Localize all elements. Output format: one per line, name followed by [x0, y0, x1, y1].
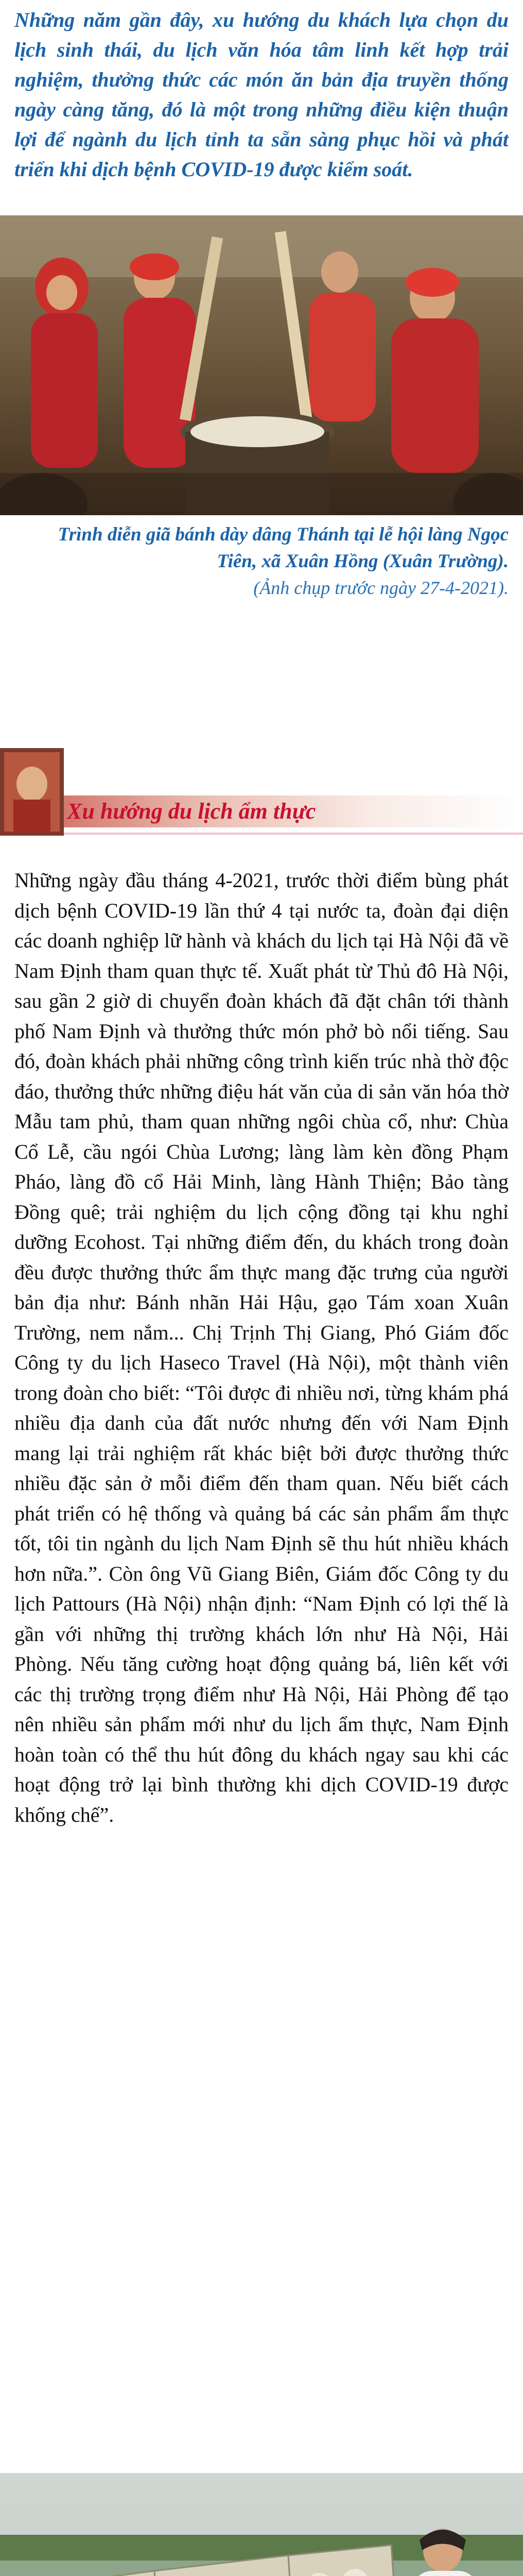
festival-photo-image	[0, 215, 523, 515]
section-title: Xu hướng du lịch ẩm thực	[67, 799, 316, 824]
lead-paragraph: Những năm gần đây, xu hướng du khách lựa chọn du lịch sinh thái, du lịch văn hóa tâm linh kết hợp trải nghiệm, thưởng thức các món ăn bản địa truyền thống ngày càng tăng, đó là một trong những điều kiện thuận lợi để ngành du lịch tỉnh ta sẵn sàng phục hồi và phát triển khi dịch bệnh COVID-19 được kiểm soát.	[14, 8, 509, 181]
festival-photo-credit: (Ảnh chụp trước ngày 27-4-2021).	[253, 578, 509, 598]
rice-paper-photo	[0, 2473, 523, 2576]
rice-paper-photo-image	[0, 2473, 523, 2576]
festival-photo-caption: Trình diễn giã bánh dày dâng Thánh tại lễ hội làng Ngọc Tiên, xã Xuân Hồng (Xuân Trường).	[58, 524, 509, 572]
body-paragraph-1: Những ngày đầu tháng 4-2021, trước thời điểm bùng phát dịch bệnh COVID-19 lần thứ 4 tại nước ta, đoàn đại diện các doanh nghiệp lữ hành và khách du lịch tại Hà Nội đã về Nam Định tham quan thực tế. Xuất phát từ Thủ đô Hà Nội, sau gần 2 giờ di chuyển đoàn khách đã đặt chân tới thành phố Nam Định và thưởng thức món phở bò nổi tiếng. Sau đó, đoàn khách phải những công trình kiến trúc nhà thờ độc đáo, thưởng thức những điệu hát văn của di sản văn hóa thờ Mẫu tam phủ, tham quan những ngôi chùa cổ, như: Chùa Cổ Lễ, cầu ngói Chùa Lương; làng làm kèn đồng Phạm Pháo, làng đồ cổ Hải Minh, làng Hành Thiện; Bảo tàng Đồng quê; trải nghiệm du lịch cộng đồng tại khu nghỉ dưỡng Ecohost. Tại những điểm đến, du khách trong đoàn đều được thưởng thức ẩm thực mang đặc trưng của người bản địa như: Bánh nhãn Hải Hậu, gạo Tám xoan Xuân Trường, nem nắm... Chị Trịnh Thị Giang, Phó Giám đốc Công ty du lịch Haseco Travel (Hà Nội), một thành viên trong đoàn cho biết: “Tôi được đi nhiều nơi, từng khám phá nhiều địa danh của đất nước nhưng đến với Nam Định mang lại trải nghiệm rất khác biệt bởi được thưởng thức nhiều đặc sản ở mỗi điểm đến tham quan. Nếu biết cách phát triển có hệ thống và quảng bá các sản phẩm ẩm thực tốt, tôi tin ngành du lịch Nam Định sẽ thu hút nhiều khách hơn nữa.”. Còn ông Vũ Giang Biên, Giám đốc Công ty du lịch Pattours (Hà Nội) nhận định: “Nam Định có lợi thế là gần với những thị trường khách lớn như Hà Nội, Hải Phòng. Nếu tăng cường hoạt động quảng bá, liên kết với các thị trường trọng điểm như Hà Nội, Hải Phòng để tạo nên nhiều sản phẩm mới như du lịch ẩm thực, Nam Định hoàn toàn có thể thu hút đông du khách ngay sau khi các hoạt động trở lại bình thường khi dịch COVID-19 được khống chế”.	[14, 869, 509, 1826]
section-header	[0, 748, 523, 846]
festival-photo	[0, 215, 523, 515]
